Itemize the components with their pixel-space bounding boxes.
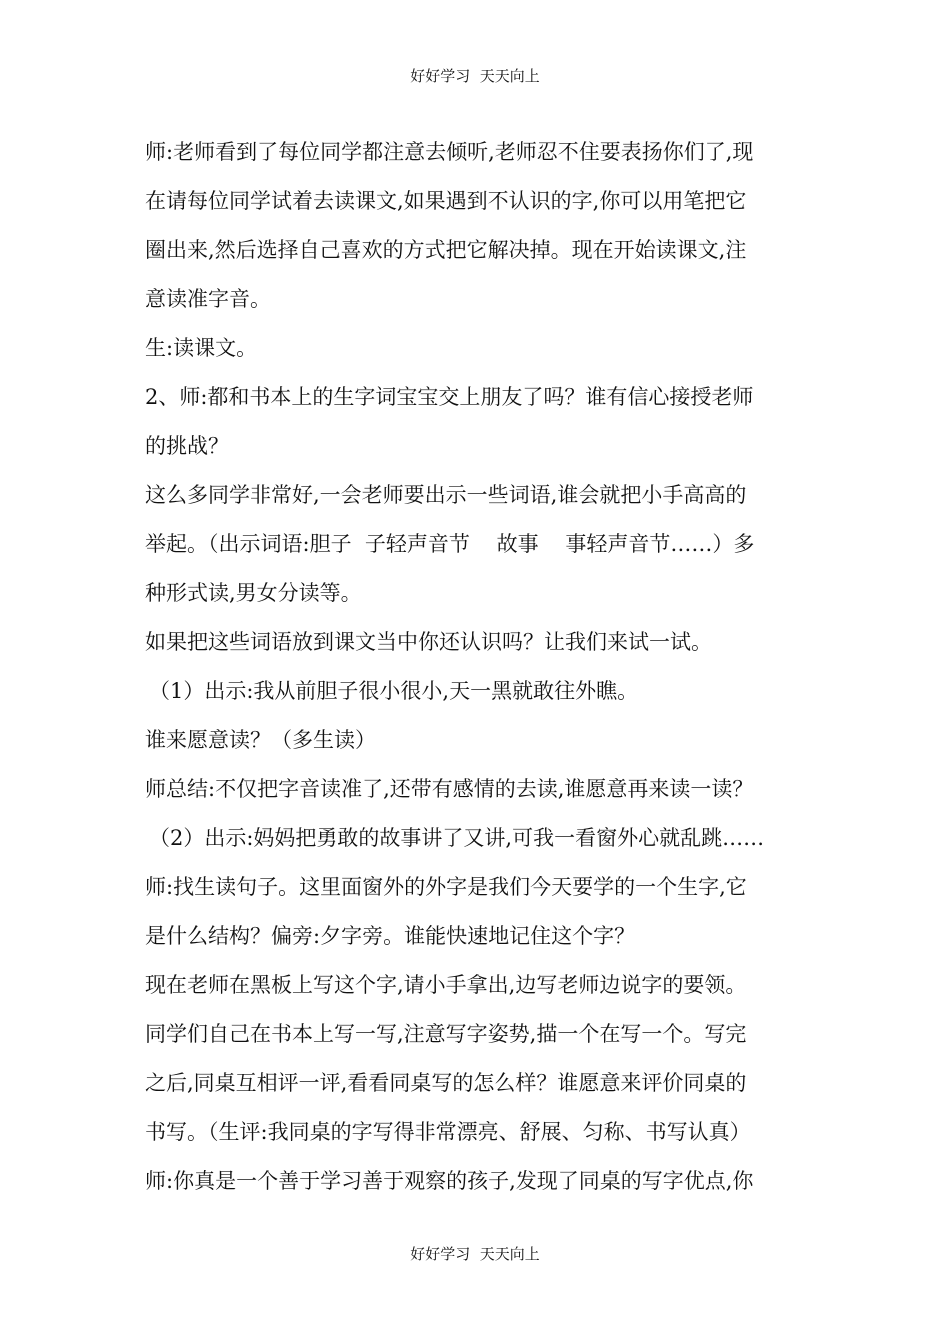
paragraph-line: 圈出来,然后选择自己喜欢的方式把它解决掉。现在开始读课文,注 <box>145 238 747 262</box>
paragraph-line: 师:老师看到了每位同学都注意去倾听,老师忍不住要表扬你们了,现 <box>145 140 754 164</box>
paragraph-line: 现在老师在黑板上写这个字,请小手拿出,边写老师边说字的要领。 <box>145 973 747 997</box>
paragraph-line: 师:你真是一个善于学习善于观察的孩子,发现了同桌的写字优点,你 <box>145 1169 754 1193</box>
paragraph-line: 如果把这些词语放到课文当中你还认识吗？让我们来试一试。 <box>145 630 712 654</box>
paragraph-line: 之后,同桌互相评一评,看看同桌写的怎么样？谁愿意来评价同桌的 <box>145 1071 747 1095</box>
paragraph-line: 意读准字音。 <box>145 287 271 311</box>
paragraph-line: （2）出示:妈妈把勇敢的故事讲了又讲,可我一看窗外心就乱跳…… <box>149 826 765 850</box>
paragraph-line: 同学们自己在书本上写一写,注意写字姿势,描一个在写一个。写完 <box>145 1022 747 1046</box>
paragraph-line: 的挑战？ <box>145 434 229 458</box>
paragraph-line: 举起。（出示词语:胆子 子轻声音节 故事 事轻声音节……）多 <box>145 532 755 556</box>
paragraph-line: 这么多同学非常好,一会老师要出示一些词语,谁会就把小手高高的 <box>145 483 747 507</box>
paragraph-line: 师总结:不仅把字音读准了,还带有感情的去读,谁愿意再来读一读？ <box>145 777 754 801</box>
paragraph-line: 是什么结构？偏旁:夕字旁。谁能快速地记住这个字？ <box>145 924 636 948</box>
page-footer: 好好学习 天天向上 <box>410 1245 540 1263</box>
paragraph-line: 师:找生读句子。这里面窗外的外字是我们今天要学的一个生字,它 <box>145 875 747 899</box>
document-body <box>145 128 810 1206</box>
paragraph-line: 2、师:都和书本上的生字词宝宝交上朋友了吗？谁有信心接授老师 <box>145 385 754 409</box>
paragraph-line: （1）出示:我从前胆子很小很小,天一黑就敢往外瞧。 <box>149 679 639 703</box>
paragraph-line: 种形式读,男女分读等。 <box>145 581 362 605</box>
page-header: 好好学习 天天向上 <box>410 67 540 85</box>
paragraph-line: 生:读课文。 <box>145 336 258 360</box>
paragraph-line: 谁来愿意读？（多生读） <box>145 728 376 752</box>
paragraph-line: 书写。（生评:我同桌的字写得非常漂亮、舒展、匀称、书写认真） <box>145 1120 751 1144</box>
paragraph-line: 在请每位同学试着去读课文,如果遇到不认识的字,你可以用笔把它 <box>145 189 747 213</box>
